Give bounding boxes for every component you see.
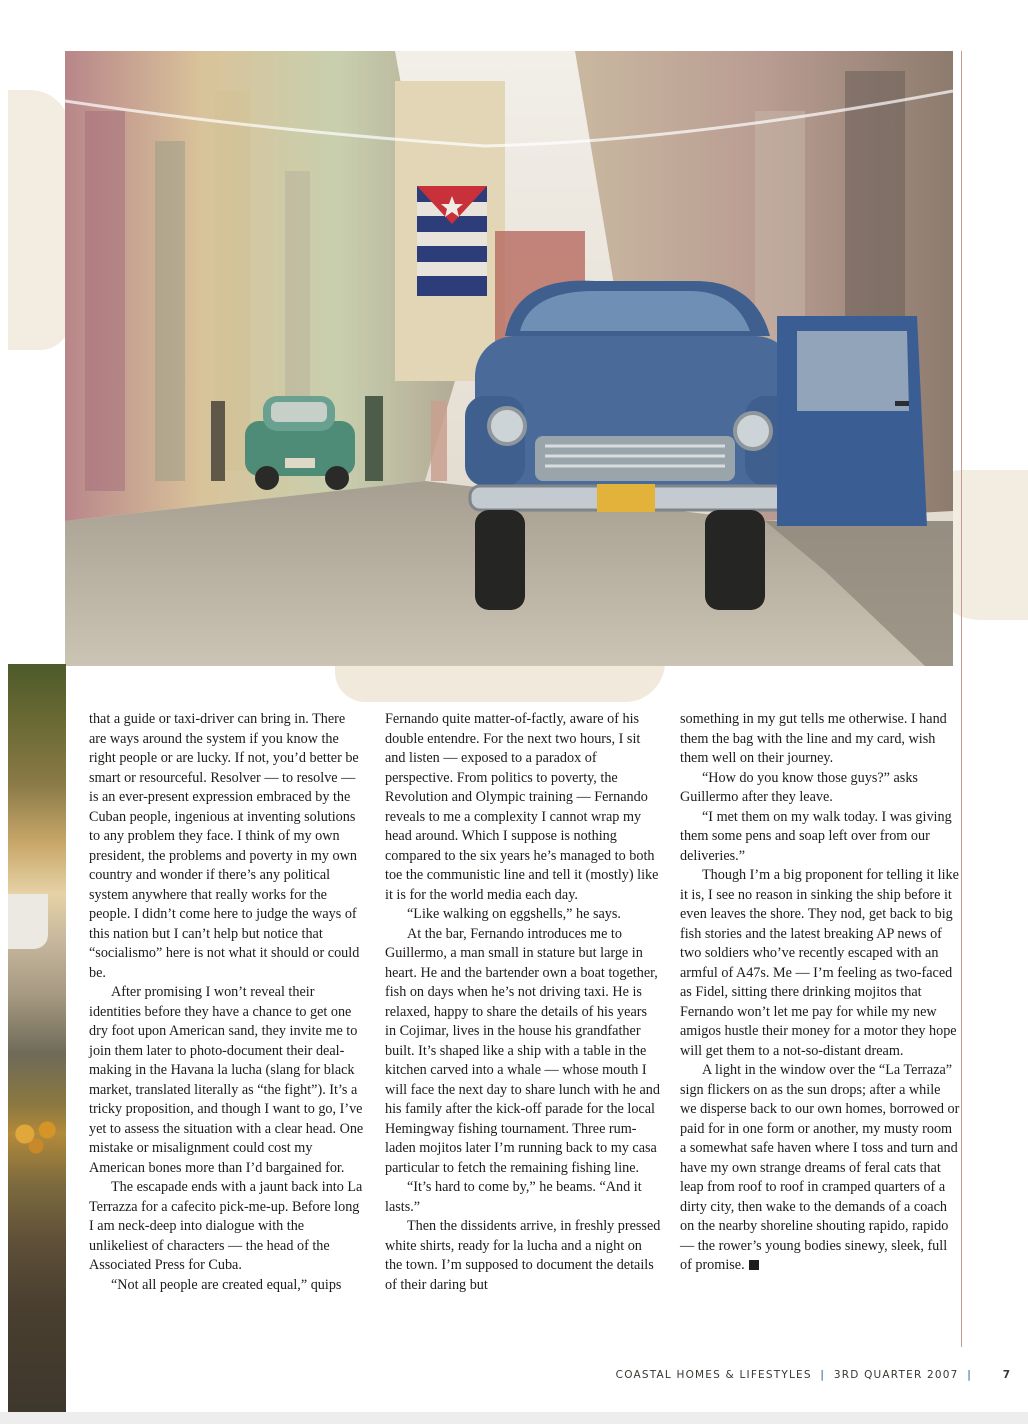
side-photo-strip [8,664,66,1412]
map-splotch-left [8,90,70,350]
paragraph: “I met them on my walk today. I was giving them some pens and soap left over from our deliveries.” [680,808,952,864]
paragraph: that a guide or taxi-driver can bring in. There are ways around the system if you know the right people or are lucky. If not, you’d better be smart or resourceful. Resolver — to resolve — is an ever-present expression embraced by the Cuban people, ingenious at inventing solutions to any problem they face. I think of my own president, the problems and poverty in my own country and wonder if there’s any political system anywhere that really works for the people. I didn’t come here to judge the ways of this nation but I can’t help but notice that “socialismo” here is not what it should or could be. [89,711,360,981]
havana-street-illustration [65,51,953,666]
page-number: 7 [1002,1369,1010,1381]
column-3 [680,710,960,1276]
paragraph: Fernando quite matter-of-factly, aware of his double entendre. For the next two hours, I sit and listen — exposed to a paradox of perspective. From politics to poverty, the Revolution and Olympic training — Fernando reveals to me a complexity I cannot wrap my head around. Which I suppose is nothing compared to the six years he’s managed to both toe the communistic line and tell it (mostly) like it is for the world media each day. [385,711,659,903]
issue-date: 3RD QUARTER 2007 [833,1369,959,1381]
footer-separator: | [820,1369,826,1381]
paragraph: “It’s hard to come by,” he beams. “And it lasts.” [385,1179,642,1215]
paragraph: “How do you know those guys?” asks Guillermo after they leave. [680,769,918,805]
paragraph: Then the dissidents arrive, in freshly pressed white shirts, ready for la lucha and a night on the town. I’m supposed to document the details of their daring but [385,1218,661,1293]
column-2 [385,710,661,1295]
paragraph: “Not all people are created equal,” quips [111,1276,342,1293]
map-splotch-bottom [335,662,665,702]
paragraph: something in my gut tells me otherwise. I hand them the bag with the line and my card, wish them well on their journey. [680,711,947,766]
footer-separator: | [967,1369,973,1381]
hero-photo [65,51,953,666]
page-footer [600,1369,1010,1385]
paragraph: The escapade ends with a jaunt back into La Terrazza for a cafecito pick-me-up. Before long I am neck-deep into dialogue with the unlikeliest of characters — the head of the Associated Press for Cuba. [89,1179,363,1273]
end-mark-icon [749,1260,759,1270]
boat-shape [8,894,48,949]
column-1 [89,710,365,1295]
article-body [89,710,960,1360]
magazine-name: COASTAL HOMES & LIFESTYLES [615,1369,812,1381]
right-rule [961,51,962,1347]
bottom-band [0,1412,1028,1424]
paragraph: “Like walking on eggshells,” he says. [407,906,621,922]
paragraph-final [680,1061,960,1276]
paragraph-text: A light in the window over the “La Terraza” sign flickers on as the sun drops; after a while we disperse back to our own homes, borrowed or paid for in one form or another, my musty room a somewhat safe haven where I toss and turn and have my own strange dreams of feral cats that leap from roof to roof in cramped quarters of a dirty city, then wake to the demands of a coach on the nearby shoreline shouting rapido, rapido — the rower’s young bodies sinewy, sleek, full of promise. [680,1062,960,1273]
paragraph: Though I’m a big proponent for telling it like it is, I see no reason in sinking the ship before it even leaves the shore. They nod, get back to big fish stories and the latest breaking AP news of two soldiers who’ve recently escaped with an armful of A47s. Me — I’m feeling as two-faced as Fidel, sitting there drinking mojitos that Fernando won’t let me pay for while my new amigos hustle their money for a motor they hope will get them to a not-so-distant dream. [680,867,959,1059]
paragraph: After promising I won’t reveal their identities before they have a chance to get one dry foot upon American sand, they invite me to join them later to photo-document their deal-making in the Havana la lucha (slang for black market, translated literally as “the fight”). It’s a tricky proposition, and though I want to go, I’ve yet to assess the situation with a clear head. One mistake or misalignment could cost my American bones more than I’d bargained for. [89,984,364,1176]
paragraph: At the bar, Fernando introduces me to Guillermo, a man small in stature but large in heart. He and the bartender own a boat together, fish on days when he’s not driving taxi. He is relaxed, happy to share the details of his years in Cojimar, lives in the house his grandfather built. It’s shaped like a ship with a table in the kitchen carved into a whale — whose mouth I will face the next day to share lunch with he and his family after the kick-off parade for the local Hemingway fishing tournament. Three rum-laden mojitos later I’m running back to my casa particular to fetch the remaining fishing line. [385,925,660,1176]
flowers-shape [8,1114,64,1154]
